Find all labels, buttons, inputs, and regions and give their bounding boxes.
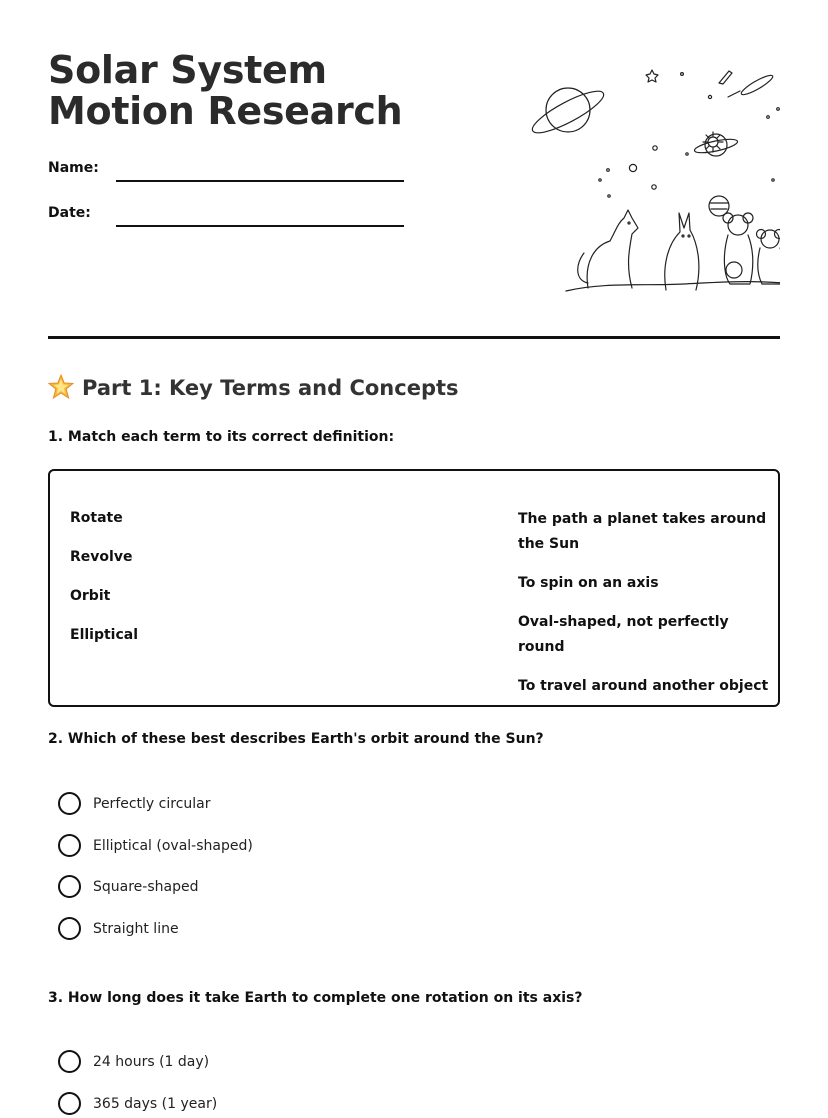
q2-option[interactable] bbox=[58, 834, 253, 858]
term-revolve[interactable]: Revolve bbox=[70, 549, 133, 565]
part1-heading bbox=[48, 374, 459, 400]
definition-item[interactable]: To spin on an axis bbox=[518, 575, 659, 591]
name-field[interactable] bbox=[116, 180, 404, 182]
part1-heading-text: Part 1: Key Terms and Concepts bbox=[82, 376, 459, 400]
date-label: Date: bbox=[48, 205, 91, 221]
q2-option[interactable] bbox=[58, 792, 211, 816]
q2-option[interactable] bbox=[58, 875, 198, 899]
radio-button[interactable] bbox=[58, 1050, 81, 1073]
question-3: 3. How long does it take Earth to complete one rotation on its axis? bbox=[48, 990, 583, 1006]
section-divider bbox=[48, 336, 780, 339]
q3-option[interactable] bbox=[58, 1092, 217, 1116]
worksheet-title: Solar System Motion Research bbox=[48, 48, 403, 133]
name-label: Name: bbox=[48, 160, 99, 176]
term-orbit[interactable]: Orbit bbox=[70, 588, 111, 604]
option-label: 365 days (1 year) bbox=[93, 1095, 218, 1112]
radio-button[interactable] bbox=[58, 792, 81, 815]
radio-button[interactable] bbox=[58, 1092, 81, 1115]
radio-button[interactable] bbox=[58, 917, 81, 940]
definition-item[interactable]: To travel around another object bbox=[518, 678, 769, 694]
date-field[interactable] bbox=[116, 225, 404, 227]
question-2: 2. Which of these best describes Earth's orbit around the Sun? bbox=[48, 731, 544, 747]
option-label: Straight line bbox=[93, 920, 179, 937]
option-label: Perfectly circular bbox=[93, 795, 211, 812]
radio-button[interactable] bbox=[58, 875, 81, 898]
radio-button[interactable] bbox=[58, 834, 81, 857]
option-label: Square-shaped bbox=[93, 878, 199, 895]
q3-option[interactable] bbox=[58, 1050, 209, 1074]
definitions-list bbox=[518, 507, 770, 713]
option-label: 24 hours (1 day) bbox=[93, 1053, 210, 1070]
definition-item[interactable]: Oval-shaped, not perfectly round bbox=[518, 614, 729, 655]
term-rotate[interactable]: Rotate bbox=[70, 510, 123, 526]
definition-item[interactable]: The path a planet takes around the Sun bbox=[518, 511, 767, 552]
option-label: Elliptical (oval-shaped) bbox=[93, 837, 253, 854]
star-icon bbox=[48, 374, 74, 400]
animals-stargazing-illustration bbox=[514, 58, 780, 304]
term-elliptical[interactable]: Elliptical bbox=[70, 627, 139, 643]
matching-box bbox=[48, 469, 780, 707]
q2-option[interactable] bbox=[58, 917, 179, 941]
worksheet-page bbox=[48, 0, 780, 1118]
question-1: 1. Match each term to its correct definition: bbox=[48, 429, 395, 445]
